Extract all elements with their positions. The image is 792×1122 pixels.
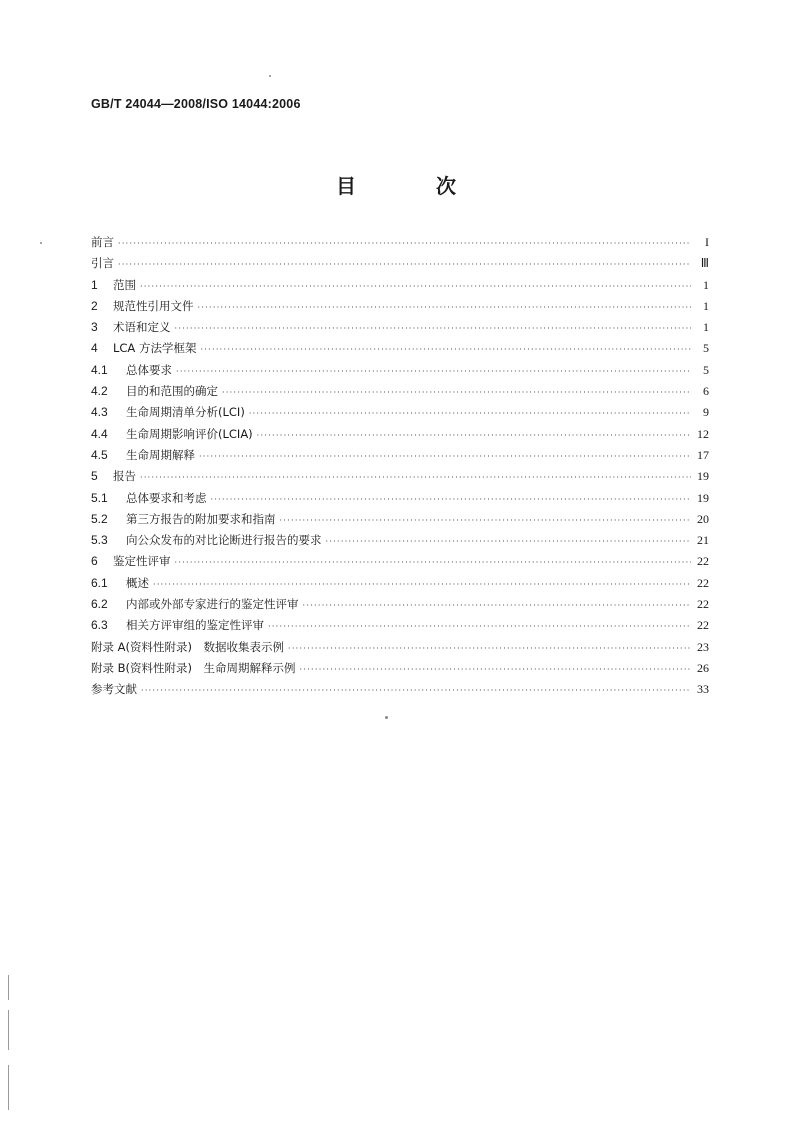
- toc-entry-label: LCA 方法学框架: [113, 341, 197, 356]
- table-of-contents: [91, 232, 709, 701]
- toc-entry[interactable]: [91, 637, 709, 658]
- toc-entry[interactable]: [91, 594, 709, 615]
- toc-entry-label: 附录 B(资料性附录) 生命周期解释示例: [91, 660, 296, 675]
- toc-entry-number: 4.5: [91, 447, 108, 462]
- standard-code: GB/T 24044—2008/ISO 14044:2006: [91, 97, 301, 111]
- scan-edge-line: [8, 975, 9, 1000]
- toc-entry-label: 内部或外部专家进行的鉴定性评审: [126, 597, 299, 612]
- toc-entry-page: 5: [703, 341, 709, 356]
- toc-entry[interactable]: [91, 530, 709, 551]
- toc-entry-label: 概述: [126, 575, 149, 590]
- toc-entry-label: 第三方报告的附加要求和指南: [126, 511, 276, 526]
- toc-entry-page: 12: [697, 426, 709, 441]
- scan-edge-line: [8, 1065, 9, 1110]
- toc-entry-page: 23: [697, 639, 709, 654]
- toc-dot-leader: [249, 403, 691, 424]
- toc-entry[interactable]: [91, 381, 709, 402]
- toc-dot-leader: [175, 318, 692, 339]
- toc-entry-number: 6.3: [91, 618, 108, 633]
- toc-entry[interactable]: [91, 445, 709, 466]
- toc-entry-label: 生命周期影响评价(LCIA): [126, 426, 253, 441]
- toc-entry-number: 3: [91, 320, 98, 335]
- toc-entry-number: 5.2: [91, 511, 108, 526]
- toc-dot-leader: [118, 233, 691, 254]
- toc-entry[interactable]: [91, 573, 709, 594]
- toc-entry-number: 4.3: [91, 405, 108, 420]
- toc-entry-page: 1: [703, 298, 709, 313]
- toc-entry-label: 参考文献: [91, 682, 137, 697]
- toc-dot-leader: [198, 297, 692, 318]
- toc-dot-leader: [140, 467, 691, 488]
- scan-speck: [269, 75, 271, 77]
- toc-dot-leader: [280, 510, 692, 531]
- toc-entry-label: 总体要求和考虑: [126, 490, 207, 505]
- toc-entry-page: 22: [697, 554, 709, 569]
- toc-entry[interactable]: [91, 424, 709, 445]
- toc-dot-leader: [118, 254, 691, 275]
- toc-entry-label: 向公众发布的对比论断进行报告的要求: [126, 533, 322, 548]
- toc-dot-leader: [326, 531, 692, 552]
- scan-speck: [385, 716, 388, 719]
- toc-entry-page: 20: [697, 511, 709, 526]
- toc-entry-page: 22: [697, 618, 709, 633]
- toc-entry[interactable]: [91, 317, 709, 338]
- toc-dot-leader: [176, 361, 691, 382]
- toc-entry-label: 生命周期解释: [126, 447, 195, 462]
- toc-entry-page: 5: [703, 362, 709, 377]
- toc-dot-leader: [268, 616, 691, 637]
- toc-entry[interactable]: [91, 615, 709, 636]
- toc-entry[interactable]: [91, 232, 709, 253]
- toc-entry[interactable]: [91, 658, 709, 679]
- toc-entry-page: 22: [697, 575, 709, 590]
- toc-entry[interactable]: [91, 402, 709, 423]
- toc-entry-number: 1: [91, 277, 98, 292]
- toc-dot-leader: [211, 489, 692, 510]
- toc-entry-page: 9: [703, 405, 709, 420]
- toc-entry-number: 6.1: [91, 575, 108, 590]
- toc-entry-number: 5.1: [91, 490, 108, 505]
- toc-entry-label: 引言: [91, 256, 114, 271]
- toc-entry-label: 规范性引用文件: [113, 298, 194, 313]
- toc-entry[interactable]: [91, 551, 709, 572]
- toc-dot-leader: [300, 659, 691, 680]
- toc-entry-number: 4.4: [91, 426, 108, 441]
- toc-entry[interactable]: [91, 466, 709, 487]
- toc-entry[interactable]: [91, 679, 709, 700]
- toc-entry-number: 4.1: [91, 362, 108, 377]
- toc-entry[interactable]: [91, 338, 709, 359]
- toc-entry-label: 前言: [91, 235, 114, 249]
- toc-entry-page: 19: [697, 490, 709, 505]
- toc-entry[interactable]: [91, 296, 709, 317]
- toc-entry-page: 33: [697, 682, 709, 697]
- toc-entry-number: 6.2: [91, 597, 108, 612]
- toc-entry-number: 5: [91, 469, 98, 484]
- toc-entry-label: 报告: [113, 469, 136, 484]
- toc-entry[interactable]: [91, 360, 709, 381]
- toc-entry[interactable]: [91, 253, 709, 274]
- toc-dot-leader: [140, 276, 691, 297]
- toc-entry[interactable]: [91, 275, 709, 296]
- toc-entry-number: 6: [91, 554, 98, 569]
- toc-dot-leader: [257, 425, 691, 446]
- toc-dot-leader: [222, 382, 691, 403]
- scan-edge-line: [8, 1010, 9, 1050]
- toc-entry-label: 范围: [113, 277, 136, 292]
- toc-entry-page: 26: [697, 660, 709, 675]
- page-title: 目 次: [336, 174, 486, 198]
- toc-entry-page: Ⅲ: [700, 256, 709, 271]
- toc-dot-leader: [303, 595, 692, 616]
- toc-entry-page: 6: [703, 384, 709, 399]
- scan-speck: [40, 242, 42, 244]
- toc-entry-page: 22: [697, 597, 709, 612]
- toc-entry-page: 17: [697, 447, 709, 462]
- toc-dot-leader: [199, 446, 691, 467]
- toc-entry-page: 1: [703, 320, 709, 335]
- toc-entry-page: 1: [703, 277, 709, 292]
- toc-entry-number: 2: [91, 298, 98, 313]
- toc-entry-page: I: [705, 235, 709, 249]
- toc-entry-number: 4: [91, 341, 98, 356]
- toc-entry-label: 术语和定义: [113, 320, 171, 335]
- toc-dot-leader: [175, 552, 692, 573]
- toc-entry-page: 21: [697, 533, 709, 548]
- toc-entry-label: 附录 A(资料性附录) 数据收集表示例: [91, 639, 284, 654]
- toc-entry-number: 5.3: [91, 533, 108, 548]
- toc-entry-page: 19: [697, 469, 709, 484]
- toc-entry[interactable]: [91, 488, 709, 509]
- toc-dot-leader: [288, 638, 691, 659]
- toc-entry-label: 相关方评审组的鉴定性评审: [126, 618, 264, 633]
- toc-dot-leader: [141, 680, 691, 701]
- toc-entry-label: 生命周期清单分析(LCI): [126, 405, 245, 420]
- toc-entry[interactable]: [91, 509, 709, 530]
- toc-dot-leader: [153, 574, 691, 595]
- toc-dot-leader: [200, 339, 691, 360]
- toc-entry-label: 目的和范围的确定: [126, 384, 218, 399]
- toc-entry-number: 4.2: [91, 384, 108, 399]
- toc-entry-label: 总体要求: [126, 362, 172, 377]
- toc-entry-label: 鉴定性评审: [113, 554, 171, 569]
